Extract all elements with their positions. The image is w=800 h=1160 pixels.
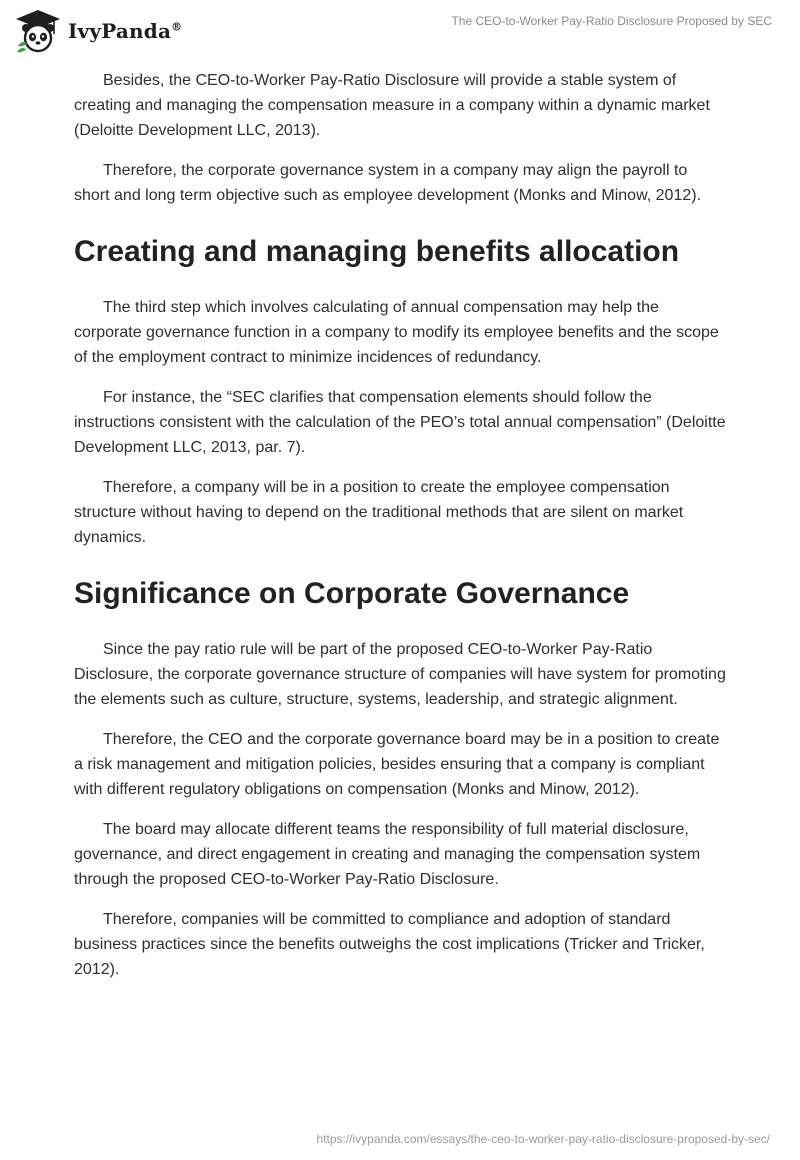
paragraph: The board may allocate different teams the responsibility of full material disclosure, governance, and direct engagement in creating and managing the compensation system through the proposed CEO-to-Worker Pay-Ratio Disclosure. bbox=[74, 821, 701, 888]
paragraph: Therefore, a company will be in a position to create the employee compensation structure without having to depend on the traditional methods that are silent on market dynamics. bbox=[74, 479, 684, 546]
section-heading: Significance on Corporate Governance bbox=[74, 577, 630, 610]
section-heading: Creating and managing benefits allocation bbox=[74, 235, 680, 268]
paragraph: Therefore, the corporate governance system in a company may align the payroll to short and long term objective such as employee development (Monks and Minow, 2012). bbox=[74, 162, 702, 204]
paragraph: Therefore, companies will be committed to compliance and adoption of standard business practices since the benefits outweighs the cost implications (Tricker and Tricker, 2012). bbox=[74, 911, 705, 978]
paragraph: Since the pay ratio rule will be part of the proposed CEO-to-Worker Pay-Ratio Disclosure, the corporate governance structure of companies will have system for promoting the elements such as culture, structure, systems, leadership, and strategic alignment. bbox=[74, 641, 726, 708]
panda-graduate-icon bbox=[14, 8, 62, 54]
page-header bbox=[0, 0, 800, 64]
ivypanda-logo[interactable] bbox=[14, 8, 182, 54]
paragraph: Therefore, the CEO and the corporate governance board may be in a position to create a risk management and mitigation policies, besides ensuring that a company is compliant with different regulatory obligations on compensation (Monks and Minow, 2012). bbox=[74, 731, 720, 798]
paragraph: Besides, the CEO-to-Worker Pay-Ratio Disclosure will provide a stable system of creating and managing the compensation measure in a company within a dynamic market (Deloitte Development LLC, 2013). bbox=[74, 72, 710, 139]
paragraph: The third step which involves calculating of annual compensation may help the corporate governance function in a company to modify its employee benefits and the scope of the employment contract to minimize incidences of redundancy. bbox=[74, 299, 719, 366]
source-url[interactable]: https://ivypanda.com/essays/the-ceo-to-worker-pay-ratio-disclosure-proposed-by-sec/ bbox=[316, 1132, 770, 1146]
essay-content bbox=[74, 68, 726, 997]
document-title: The CEO-to-Worker Pay-Ratio Disclosure Proposed by SEC bbox=[451, 14, 772, 28]
paragraph: For instance, the “SEC clarifies that compensation elements should follow the instructions consistent with the calculation of the PEO’s total annual compensation” (Deloitte Development LLC, 2013, par. 7). bbox=[74, 389, 726, 456]
brand-name: IvyPanda® bbox=[68, 19, 183, 43]
